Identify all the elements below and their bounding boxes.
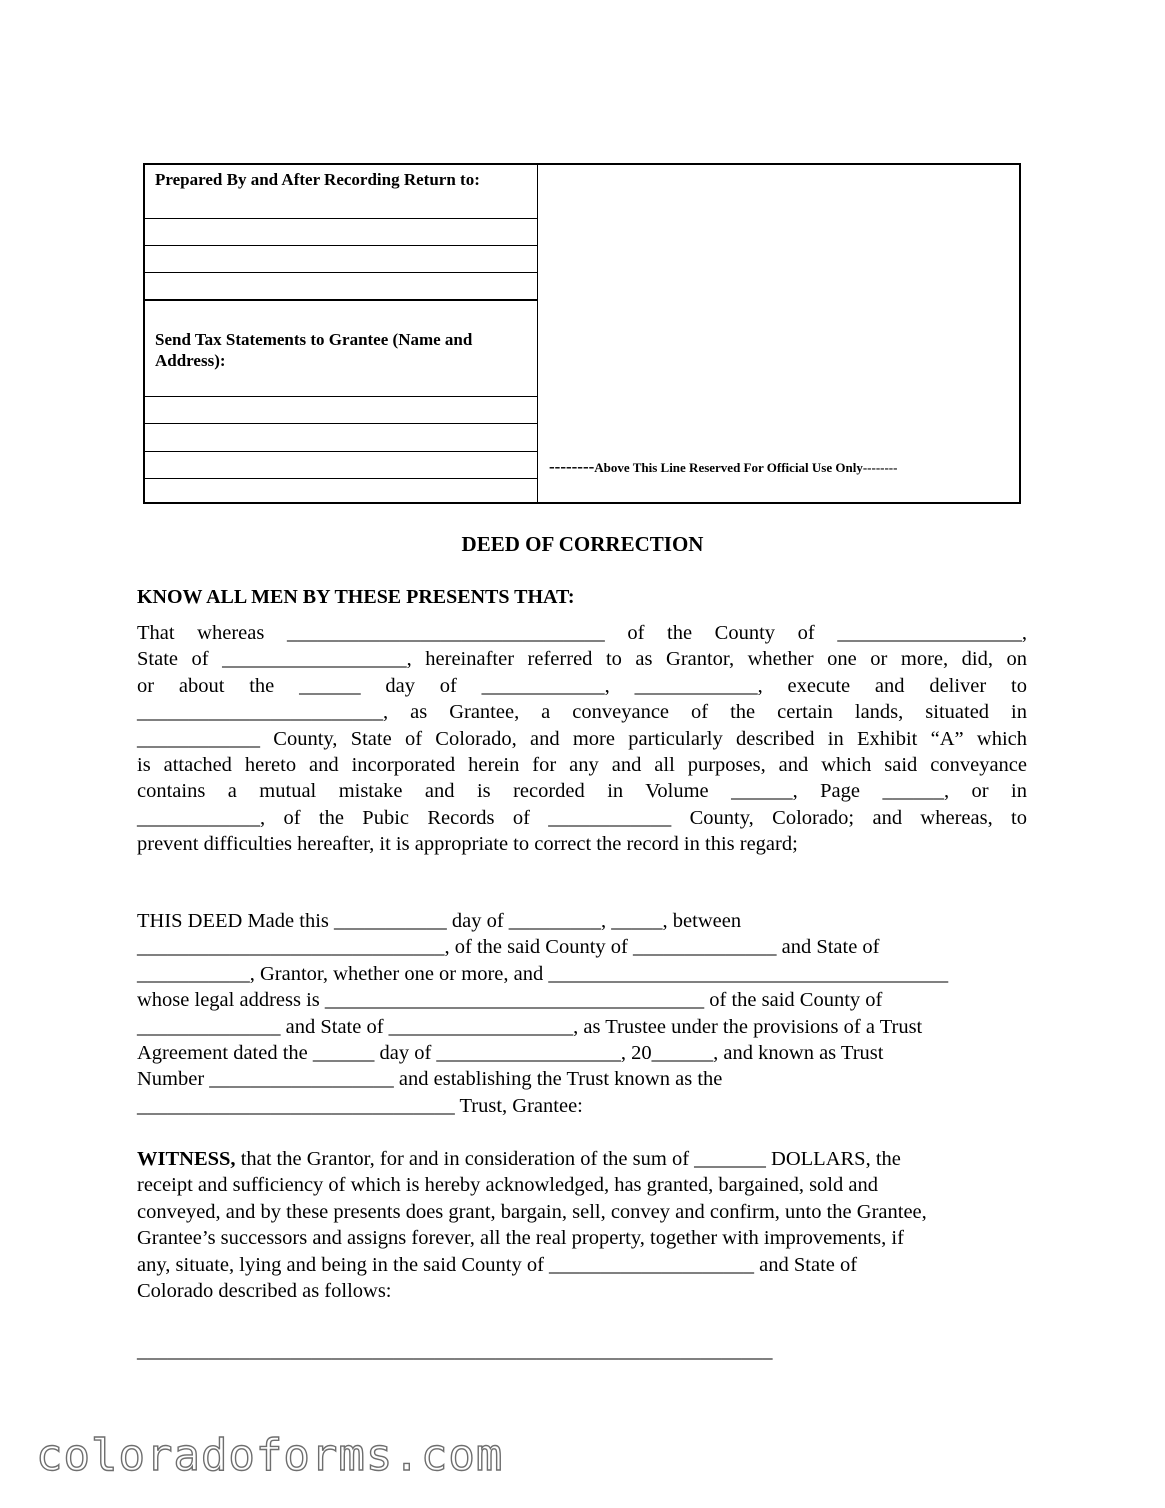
paragraph-line: State of __________________, hereinafter referred to as Grantor, whether one or more, did, on [137,648,1027,671]
witness-first-line: that the Grantor, for and in consideration of the sum of _______ DOLLARS, the [235,1148,901,1170]
whereas-paragraph [137,620,1027,858]
grantee-address-line-2[interactable] [145,423,538,424]
return-address-line-2[interactable] [145,245,538,246]
official-use-dashes: -------- [549,457,595,476]
paragraph-line: ______________________________, of the said County of ______________ and State of [137,936,880,959]
legal-description-blank[interactable]: ______________________________________________________________ [137,1340,773,1362]
paragraph-line: contains a mutual mistake and is recorded in Volume ______, Page ______, or in [137,780,1027,803]
know-all-heading: KNOW ALL MEN BY THESE PRESENTS THAT: [137,586,575,608]
paragraph-line: Grantee’s successors and assigns forever, all the real property, together with improvements, if [137,1227,904,1250]
watermark: coloradoforms.com [36,1430,504,1481]
paragraph-line: or about the ______ day of ____________, ____________, execute and deliver to [137,674,1027,697]
paragraph-line: whose legal address is _____________________________________ of the said County of [137,989,883,1012]
grantee-address-line-1[interactable] [145,396,538,397]
section-divider [145,299,538,301]
paragraph-line: is attached hereto and incorporated herein for any and all purposes, and which said conveyance [137,754,1027,777]
paragraph-line: That whereas _______________________________ of the County of __________________, [137,622,1027,644]
return-info-column [145,165,538,502]
paragraph-line: THIS DEED Made this ___________ day of _________, _____, between [137,910,742,932]
paragraph-line: conveyed, and by these presents does grant, bargain, sell, convey and confirm, unto the Grantee, [137,1200,927,1223]
recording-header-box [143,163,1021,504]
send-tax-statements-label: Send Tax Statements to Grantee (Name and Address): [155,330,473,370]
paragraph-line [137,1146,1027,1172]
official-use-notice [549,457,897,477]
return-address-line-1[interactable] [145,218,538,219]
paragraph-line: receipt and sufficiency of which is hereby acknowledged, has granted, bargained, sold and [137,1174,878,1197]
paragraph-line: ____________, of the Pubic Records of ____________ County, Colorado; and whereas, to [137,806,1027,829]
paragraph-line: Number __________________ and establishing the Trust known as the [137,1068,723,1091]
paragraph-line: Agreement dated the ______ day of __________________, 20______, and known as Trust [137,1042,884,1065]
witness-lead: WITNESS, [137,1148,236,1170]
prepared-by-label: Prepared By and After Recording Return to: [155,170,480,189]
paragraph-line: any, situate, lying and being in the said County of ____________________ and State of [137,1253,858,1276]
witness-paragraph [137,1146,1027,1304]
paragraph-line: prevent difficulties hereafter, it is appropriate to correct the record in this regard; [137,833,798,856]
document-title: DEED OF CORRECTION [461,532,704,556]
official-use-text: Above This Line Reserved For Official Use Only-------- [594,460,898,475]
deed-paragraph [137,908,1027,1119]
grantee-address-line-4[interactable] [145,478,538,479]
paragraph-line: ___________, Grantor, whether one or more, and _______________________________________ [137,962,949,985]
paragraph-line: _______________________________ Trust, Grantee: [137,1094,583,1117]
return-address-line-3[interactable] [145,272,538,273]
grantee-address-line-3[interactable] [145,451,538,452]
paragraph-line: ______________ and State of __________________, as Trustee under the provisions of a Trust [137,1015,923,1038]
paragraph-line: ________________________, as Grantee, a conveyance of the certain lands, situated in [137,701,1027,724]
paragraph-line: Colorado described as follows: [137,1280,392,1303]
paragraph-line: ____________ County, State of Colorado, and more particularly described in Exhibit “A” which [137,727,1027,750]
